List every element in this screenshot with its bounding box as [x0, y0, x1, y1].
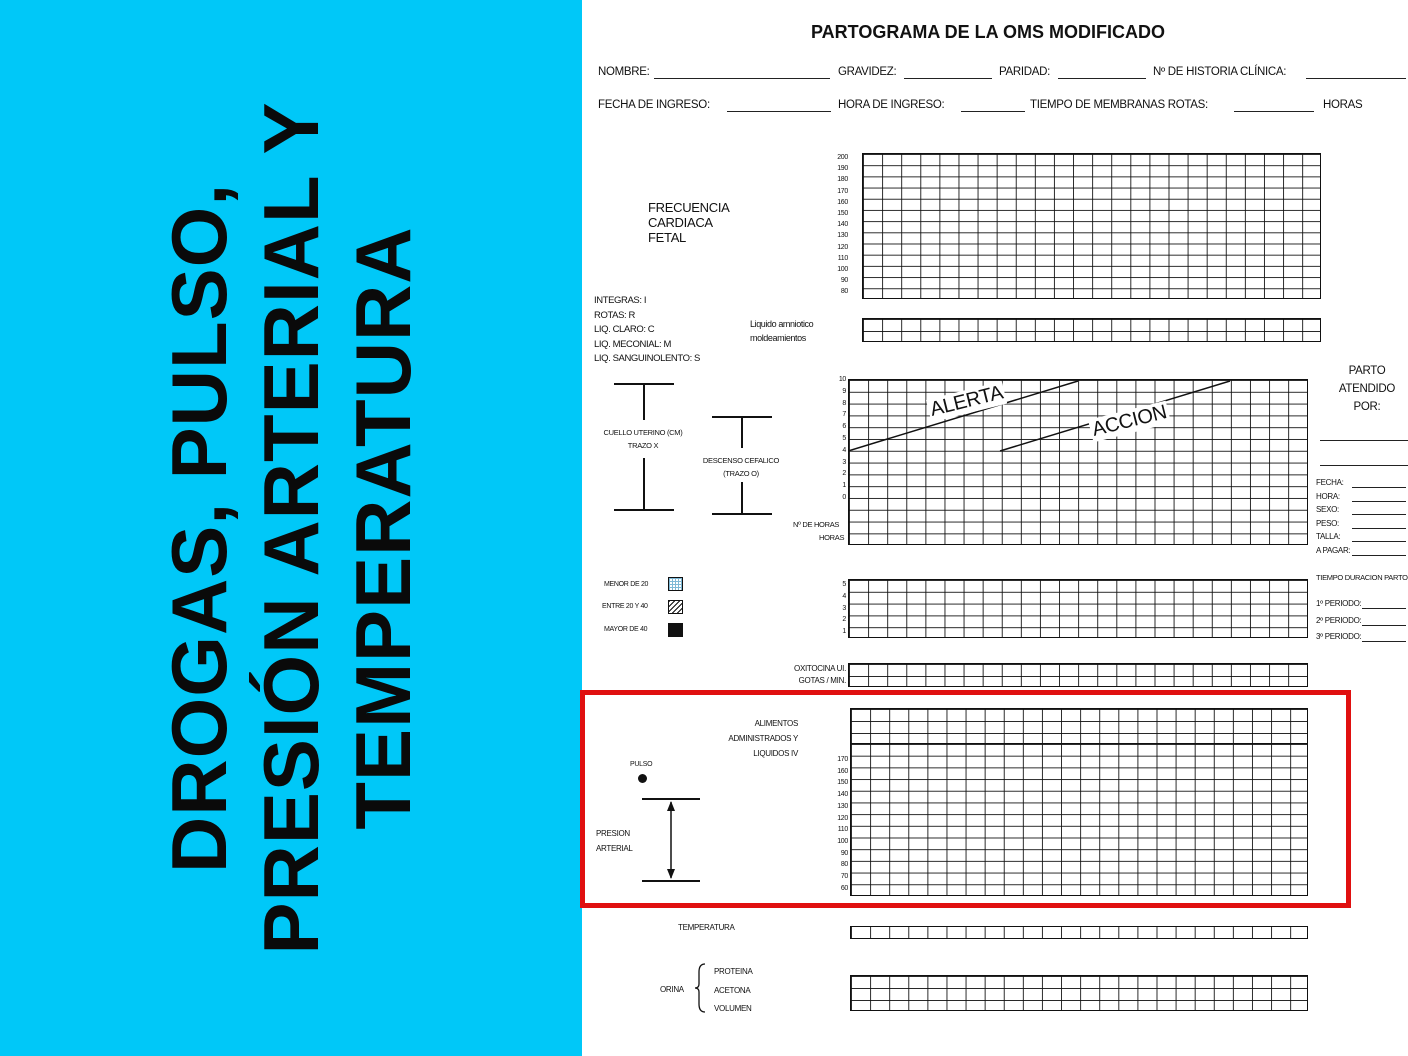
- parto-atendido-field[interactable]: [1320, 465, 1408, 466]
- alimentos-line: ADMINISTRADOS Y: [728, 734, 798, 743]
- tick-label: 80: [840, 861, 848, 869]
- legend-line: ROTAS: R: [594, 309, 635, 321]
- tick-label: 90: [840, 277, 848, 285]
- parto-field-input[interactable]: [1352, 555, 1406, 556]
- presion-label-line: PRESION: [596, 829, 630, 838]
- fcf-label: [648, 200, 730, 245]
- horas-row-label: HORAS: [819, 533, 845, 542]
- paridad-label: PARIDAD:: [999, 66, 1051, 78]
- orina-items: [714, 963, 753, 1019]
- tick-label: 180: [837, 176, 848, 184]
- tick-label: 170: [837, 756, 848, 763]
- tick-label: 120: [837, 814, 848, 822]
- tick-label: 60: [840, 884, 848, 892]
- parto-field-label: SEXO:: [1316, 505, 1339, 515]
- orina-brace-icon: [694, 962, 708, 1014]
- parto-title-line: ATENDIDO: [1338, 383, 1396, 395]
- slide-title-line: PRESIÓN ARTERIAL Y: [247, 101, 335, 955]
- tick-label: 100: [837, 266, 848, 273]
- oxitocina-label: [782, 663, 846, 687]
- hora-ingreso-label: HORA DE INGRESO:: [838, 99, 945, 111]
- oxitocina-line: OXITOCINA UI.: [794, 664, 846, 673]
- document-title: PARTOGRAMA DE LA OMS MODIFICADO: [811, 22, 1165, 42]
- tick-label: 9: [842, 387, 846, 395]
- parto-field-label: 2º PERIODO:: [1316, 615, 1362, 625]
- fcf-grid[interactable]: [862, 153, 1321, 299]
- tick-label: 160: [837, 767, 848, 775]
- tick-label: 5: [842, 435, 846, 442]
- liquido-label: [750, 317, 813, 345]
- tick-label: 90: [840, 849, 848, 857]
- tick-label: 3: [842, 458, 846, 466]
- paridad-field[interactable]: [1058, 78, 1146, 79]
- membranas-legend: [594, 294, 700, 367]
- tick-label: 130: [837, 802, 848, 810]
- n-horas-label: Nº DE HORAS: [793, 520, 840, 529]
- parto-field-input[interactable]: [1352, 541, 1406, 542]
- accion-label: ACCION: [1088, 401, 1171, 443]
- tick-label: 2: [842, 616, 846, 624]
- fecha-ingreso-label: FECHA DE INGRESO:: [598, 99, 710, 111]
- tick-label: 7: [842, 411, 846, 419]
- tick-label: 1: [842, 482, 846, 490]
- parto-atendido-title: [1322, 362, 1408, 416]
- legend-menor-20: MENOR DE 20: [604, 581, 649, 588]
- liquido-label-line: moldeamientos: [750, 333, 806, 343]
- historia-field[interactable]: [1306, 78, 1406, 79]
- nombre-label: NOMBRE:: [598, 66, 650, 78]
- orina-item: PROTEINA: [714, 967, 753, 976]
- tick-label: 4: [842, 446, 846, 454]
- descenso-label-line: DESCENSO CEFALICO: [702, 456, 780, 465]
- orina-grid[interactable]: [850, 975, 1308, 1011]
- slide-title-line: TEMPERATURA: [339, 226, 427, 830]
- tick-label: 170: [837, 187, 848, 195]
- tick-label: 140: [837, 791, 848, 799]
- parto-title-line: PARTO: [1348, 365, 1386, 377]
- tick-label: 140: [837, 221, 848, 229]
- tick-label: 10: [838, 376, 846, 383]
- tick-label: 130: [837, 232, 848, 240]
- oxitocina-grid[interactable]: [848, 663, 1308, 687]
- parto-field-input[interactable]: [1362, 625, 1406, 626]
- tick-label: 160: [837, 198, 848, 206]
- legend-line: INTEGRAS: I: [594, 295, 647, 306]
- legend-line: LIQ. MECONIAL: M: [594, 338, 672, 350]
- parto-field-input[interactable]: [1352, 487, 1406, 488]
- parto-field-input[interactable]: [1352, 514, 1406, 515]
- fcf-label-line: CARDIACA: [648, 215, 713, 230]
- pulso-label: PULSO: [630, 761, 653, 768]
- parto-atendido-field[interactable]: [1320, 440, 1408, 441]
- hatched-swatch: [668, 600, 683, 614]
- tick-label: 3: [842, 604, 846, 612]
- nombre-field[interactable]: [654, 78, 830, 79]
- tick-label: 120: [837, 243, 848, 251]
- tick-label: 2: [842, 470, 846, 478]
- tick-label: 110: [837, 826, 848, 834]
- legend-mayor-40: MAYOR DE 40: [604, 626, 648, 633]
- tick-label: 70: [840, 873, 848, 880]
- highlight-box: [580, 690, 1351, 908]
- tick-label: 80: [840, 288, 848, 296]
- orina-item: VOLUMEN: [714, 1004, 752, 1013]
- fcf-label-line: FRECUENCIA: [648, 200, 730, 215]
- parto-field-input[interactable]: [1362, 608, 1406, 609]
- legend-entre-20-40: ENTRE 20 Y 40: [602, 603, 648, 610]
- cuello-label: [598, 426, 688, 452]
- alimentos-line: LIQUIDOS IV: [753, 749, 798, 758]
- parto-field-input[interactable]: [1352, 501, 1406, 502]
- historia-label: Nº DE HISTORIA CLÍNICA:: [1153, 66, 1287, 78]
- tick-label: 6: [842, 423, 846, 431]
- parto-field-label: A PAGAR:: [1316, 546, 1351, 555]
- orina-item: ACETONA: [714, 985, 751, 995]
- liquido-label-line: Liquido amniotico: [750, 319, 814, 329]
- contracciones-grid[interactable]: [848, 579, 1308, 638]
- alerta-accion-lines: [848, 379, 1308, 545]
- liquido-grid[interactable]: [862, 318, 1321, 342]
- fcf-label-line: FETAL: [648, 230, 686, 245]
- parto-field-label: 1º PERIODO:: [1316, 599, 1362, 608]
- slide-title: [153, 101, 429, 954]
- temperatura-grid[interactable]: [850, 926, 1308, 939]
- parto-field-input[interactable]: [1352, 528, 1406, 529]
- solid-swatch: [668, 623, 683, 637]
- fecha-ingreso-field[interactable]: [727, 111, 831, 112]
- membranas-label: TIEMPO DE MEMBRANAS ROTAS:: [1030, 99, 1208, 111]
- parto-field-label: 3º PERIODO:: [1316, 632, 1362, 641]
- tick-label: 150: [837, 210, 848, 217]
- parto-field-input[interactable]: [1362, 641, 1406, 642]
- tick-label: 5: [842, 581, 846, 588]
- tick-label: 4: [842, 592, 846, 600]
- slide-title-line: DROGAS, PULSO,: [155, 182, 243, 874]
- hora-ingreso-field[interactable]: [961, 111, 1025, 112]
- tick-label: 0: [842, 494, 846, 501]
- membranas-field[interactable]: [1234, 111, 1314, 112]
- parto-field-label: TALLA:: [1316, 532, 1341, 542]
- parto-field-label: HORA:: [1316, 491, 1340, 501]
- parto-field-label: PESO:: [1316, 518, 1339, 528]
- tick-label: 190: [837, 165, 848, 173]
- presion-label-line: ARTERIAL: [596, 844, 633, 853]
- title-panel: [0, 0, 582, 1056]
- dotted-swatch: [668, 577, 683, 591]
- horas-label: HORAS: [1323, 99, 1363, 111]
- cuello-label-line: CUELLO UTERINO (CM): [603, 428, 683, 437]
- tiempo-duracion-title: TIEMPO DURACION PARTO: [1316, 573, 1408, 582]
- temperatura-label: TEMPERATURA: [678, 923, 735, 932]
- tick-label: 1: [842, 628, 846, 636]
- tick-label: 150: [837, 779, 848, 787]
- descenso-label: [696, 454, 786, 480]
- gravidez-field[interactable]: [904, 78, 992, 79]
- orina-label: ORINA: [660, 985, 684, 994]
- legend-line: LIQ. CLARO: C: [594, 324, 655, 335]
- descenso-label-line: (TRAZO O): [723, 469, 759, 478]
- tick-label: 110: [837, 254, 848, 262]
- parto-field-label: FECHA:: [1316, 478, 1344, 487]
- oxitocina-line: GOTAS / MIN.: [798, 676, 846, 685]
- tick-label: 100: [837, 837, 848, 845]
- parto-title-line: POR:: [1353, 401, 1381, 413]
- alerta-label: ALERTA: [926, 381, 1007, 422]
- legend-line: LIQ. SANGUINOLENTO: S: [594, 353, 700, 364]
- tick-label: 200: [837, 154, 848, 161]
- alimentos-line: ALIMENTOS: [754, 719, 798, 728]
- gravidez-label: GRAVIDEZ:: [838, 66, 897, 78]
- tick-label: 8: [842, 399, 846, 407]
- cuello-label-line: TRAZO X: [627, 441, 659, 450]
